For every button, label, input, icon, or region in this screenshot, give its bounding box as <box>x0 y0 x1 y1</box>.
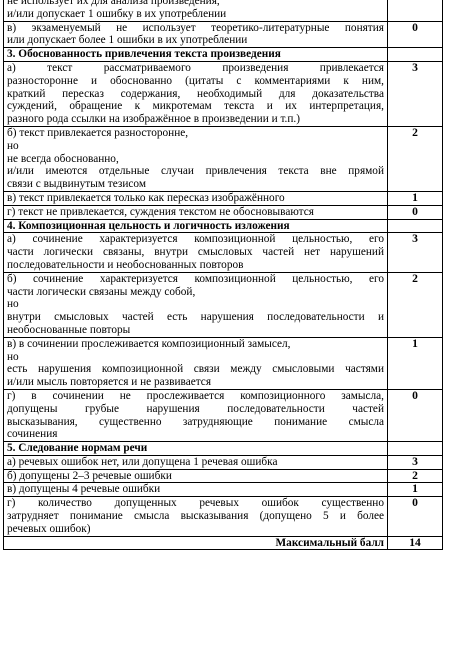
section-header-row <box>4 219 443 233</box>
text-line: внутри смысловых частей есть нарушения последовательности и <box>7 311 384 324</box>
text-line: в) текст привлекается только как пересказ изображённого <box>7 191 285 204</box>
score-cell: 0 <box>388 205 443 219</box>
criterion-description <box>4 191 388 205</box>
text-line: не всегда обоснованно, <box>7 152 119 165</box>
text-line: б) сочинение характеризуется композиционной цельностью, его <box>7 272 384 285</box>
text-line: а) сочинение характеризуется композиционной цельностью, его <box>7 233 384 246</box>
text-line: а) текст рассматриваемого произведения привлекается <box>7 61 384 74</box>
criterion-description <box>4 483 388 497</box>
text-line: 3. Обоснованность привлечения текста произведения <box>7 48 281 61</box>
text-line: необоснованные повторы <box>7 323 131 336</box>
text-line: б) допущены 2–3 речевые ошибки <box>7 469 172 482</box>
criterion-description <box>4 469 388 483</box>
text-line: суждений, обращение к микротемам текста и их интерпретация, <box>7 100 384 113</box>
text-line: г) количество допущенных речевых ошибок существенно <box>7 497 384 510</box>
criteria-table-body <box>4 0 443 550</box>
text-line: или допускает более 1 ошибки в их употреблении <box>7 34 248 47</box>
text-line: в) экзаменуемый не использует теоретико-литературные понятия <box>7 21 384 34</box>
text-line: в) допущены 4 речевые ошибки <box>7 483 161 496</box>
criterion-row <box>4 233 443 272</box>
text-line: г) текст не привлекается, суждения текстом не обосновываются <box>7 205 314 218</box>
score-cell <box>388 0 443 21</box>
max-score-value: 14 <box>388 536 443 550</box>
section-header-row <box>4 442 443 456</box>
criterion-description <box>4 389 388 441</box>
criterion-row <box>4 497 443 536</box>
text-line: не использует их для анализа произведения, <box>7 0 220 7</box>
criterion-description <box>4 337 388 389</box>
criterion-description <box>4 21 388 48</box>
score-cell <box>388 48 443 62</box>
section-header-row <box>4 48 443 62</box>
criterion-description <box>4 272 388 337</box>
criterion-row <box>4 126 443 191</box>
text-line: но <box>7 139 19 152</box>
text-line: последовательности и необоснованных повторов <box>7 258 244 271</box>
text-line: части логически связаны между собой, <box>7 285 196 298</box>
text-line: 4. Композиционная цельность и логичность изложения <box>7 219 290 232</box>
score-cell: 2 <box>388 469 443 483</box>
score-cell: 0 <box>388 497 443 536</box>
criterion-description <box>4 61 388 126</box>
score-cell <box>388 442 443 456</box>
max-score-label: Максимальный балл <box>4 536 388 550</box>
criterion-row <box>4 272 443 337</box>
criteria-table <box>3 0 443 550</box>
criterion-row <box>4 205 443 219</box>
score-cell: 0 <box>388 21 443 48</box>
criterion-description <box>4 0 388 21</box>
criterion-row <box>4 61 443 126</box>
text-line: связи с выдвинутым тезисом <box>7 178 147 191</box>
criterion-description <box>4 205 388 219</box>
text-line: и/или мысль повторяется и не развивается <box>7 376 212 389</box>
score-cell: 0 <box>388 389 443 441</box>
text-line: и/или имеются отдельные случаи привлечения текста вне прямой <box>7 165 384 178</box>
max-score-row <box>4 536 443 550</box>
text-line: г) в сочинении не прослеживается композиционного замысла, <box>7 389 384 402</box>
text-line: разного рода ссылки на изображённое в произведении и т.п.) <box>7 113 301 126</box>
text-line: есть нарушения композиционной связи между смысловыми частями <box>7 363 384 376</box>
text-line: сочинения <box>7 428 58 441</box>
score-cell: 2 <box>388 126 443 191</box>
criterion-description <box>4 233 388 272</box>
score-cell: 3 <box>388 61 443 126</box>
score-cell: 3 <box>388 233 443 272</box>
criterion-row <box>4 455 443 469</box>
section-title <box>4 219 388 233</box>
text-line: и/или допускает 1 ошибку в их употреблении <box>7 7 227 20</box>
criterion-description <box>4 497 388 536</box>
criterion-row <box>4 0 443 21</box>
text-line: краткий пересказ содержания, необходимый для доказательства <box>7 87 384 100</box>
criterion-row <box>4 483 443 497</box>
text-line: части логически связаны, внутри смысловых частей нет нарушений <box>7 246 384 259</box>
criterion-row <box>4 469 443 483</box>
score-cell: 2 <box>388 272 443 337</box>
criterion-description <box>4 126 388 191</box>
criterion-row <box>4 21 443 48</box>
score-cell <box>388 219 443 233</box>
text-line: разносторонне и обоснованно (цитаты с комментариями к ним, <box>7 74 384 87</box>
text-line: но <box>7 350 19 363</box>
section-title <box>4 48 388 62</box>
text-line: а) речевых ошибок нет, или допущена 1 речевая ошибка <box>7 455 278 468</box>
criterion-row <box>4 337 443 389</box>
text-line: б) текст привлекается разносторонне, <box>7 126 189 139</box>
section-title <box>4 442 388 456</box>
score-cell: 1 <box>388 191 443 205</box>
text-line: речевых ошибок) <box>7 522 91 535</box>
score-cell: 1 <box>388 483 443 497</box>
text-line: но <box>7 298 19 311</box>
criterion-description <box>4 455 388 469</box>
text-line: затрудняет понимание смысла высказывания (допущено 5 и более <box>7 510 384 523</box>
criterion-row <box>4 191 443 205</box>
score-cell: 3 <box>388 455 443 469</box>
text-line: высказывания, существенно затрудняющие понимание смысла <box>7 415 384 428</box>
score-cell: 1 <box>388 337 443 389</box>
text-line: в) в сочинении прослеживается композиционный замысел, <box>7 337 291 350</box>
criterion-row <box>4 389 443 441</box>
text-line: 5. Следование нормам речи <box>7 442 148 455</box>
text-line: допущены грубые нарушения последовательности частей <box>7 402 384 415</box>
